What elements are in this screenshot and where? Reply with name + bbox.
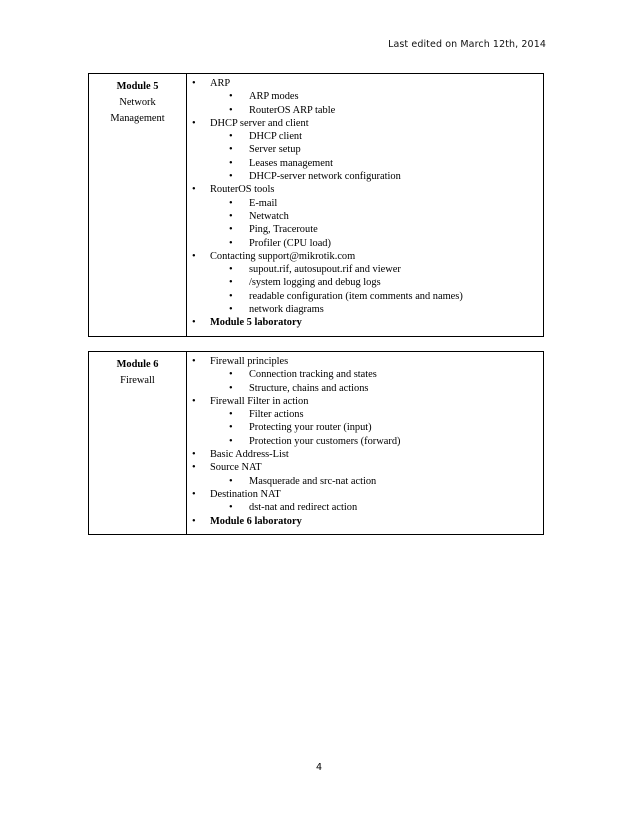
module-label-cell — [89, 74, 187, 337]
subtopic-item: • Netwatch — [212, 210, 537, 223]
topic-list — [191, 355, 537, 528]
module-name-line: Management — [110, 113, 165, 124]
subtopic-list — [210, 368, 537, 395]
module-name-line: Firewall — [120, 375, 155, 386]
subtopic-item: • Structure, chains and actions — [212, 382, 537, 395]
subtopic-item: • /system logging and debug logs — [212, 276, 537, 289]
topic-item — [191, 77, 537, 117]
subtopic-list — [210, 90, 537, 117]
topic-label: Source NAT — [210, 462, 262, 474]
module-row — [89, 74, 544, 337]
subtopic-item: • DHCP client — [212, 130, 537, 143]
topic-item — [191, 250, 537, 316]
subtopic-item: • Masquerade and src-nat action — [212, 475, 537, 488]
subtopic-item: • ARP modes — [212, 90, 537, 103]
module-name-line: Network — [119, 97, 156, 108]
topic-list — [191, 77, 537, 330]
module-topics-cell — [187, 352, 544, 535]
subtopic-item: • supout.rif, autosupout.rif and viewer — [212, 263, 537, 276]
topic-label: Contacting support@mikrotik.com — [210, 250, 356, 262]
subtopic-item: • E-mail — [212, 197, 537, 210]
subtopic-list — [210, 475, 537, 488]
subtopic-item: • Profiler (CPU load) — [212, 237, 537, 250]
subtopic-item: • Ping, Traceroute — [212, 223, 537, 236]
subtopic-item: • Leases management — [212, 157, 537, 170]
topic-label: ARP — [210, 78, 231, 89]
topic-label: DHCP server and client — [210, 117, 309, 129]
topic-item — [191, 183, 537, 249]
last-edited-note: Last edited on March 12th, 2014 — [388, 39, 546, 50]
subtopic-list — [210, 408, 537, 448]
topic-label: Firewall principles — [210, 356, 289, 367]
topic-item — [191, 395, 537, 448]
topic-item — [191, 461, 537, 488]
topic-item — [191, 448, 537, 461]
topic-label: RouterOS tools — [210, 184, 275, 196]
subtopic-item: • RouterOS ARP table — [212, 104, 537, 117]
subtopic-list — [210, 130, 537, 183]
subtopic-item: • DHCP-server network configuration — [212, 170, 537, 183]
module-5-table — [88, 73, 544, 337]
subtopic-item: • Server setup — [212, 143, 537, 156]
module-title: Module 5 — [116, 81, 159, 92]
subtopic-list — [210, 501, 537, 514]
subtopic-item: • Protecting your router (input) — [212, 421, 537, 434]
subtopic-item: • network diagrams — [212, 303, 537, 316]
subtopic-item: • Connection tracking and states — [212, 368, 537, 381]
topic-item — [191, 117, 537, 183]
module-topics-cell — [187, 74, 544, 337]
topic-label: Basic Address-List — [210, 449, 289, 461]
subtopic-item: • dst-nat and redirect action — [212, 501, 537, 514]
topic-item — [191, 488, 537, 515]
subtopic-item: • Filter actions — [212, 408, 537, 421]
subtopic-item: • readable configuration (item comments and names) — [212, 290, 537, 303]
topic-label: Module 5 laboratory — [210, 317, 302, 329]
topic-item — [191, 355, 537, 395]
topic-label: Module 6 laboratory — [210, 515, 302, 527]
topic-item-laboratory — [191, 515, 537, 528]
subtopic-list — [210, 197, 537, 250]
subtopic-item: • Protection your customers (forward) — [212, 435, 537, 448]
page-number: 4 — [315, 762, 323, 773]
module-row — [89, 352, 544, 535]
topic-item-laboratory — [191, 316, 537, 329]
module-title: Module 6 — [116, 359, 159, 370]
module-label-cell — [89, 352, 187, 535]
module-6-table — [88, 351, 544, 535]
topic-label: Firewall Filter in action — [210, 395, 309, 407]
topic-label: Destination NAT — [210, 488, 281, 500]
subtopic-list — [210, 263, 537, 316]
